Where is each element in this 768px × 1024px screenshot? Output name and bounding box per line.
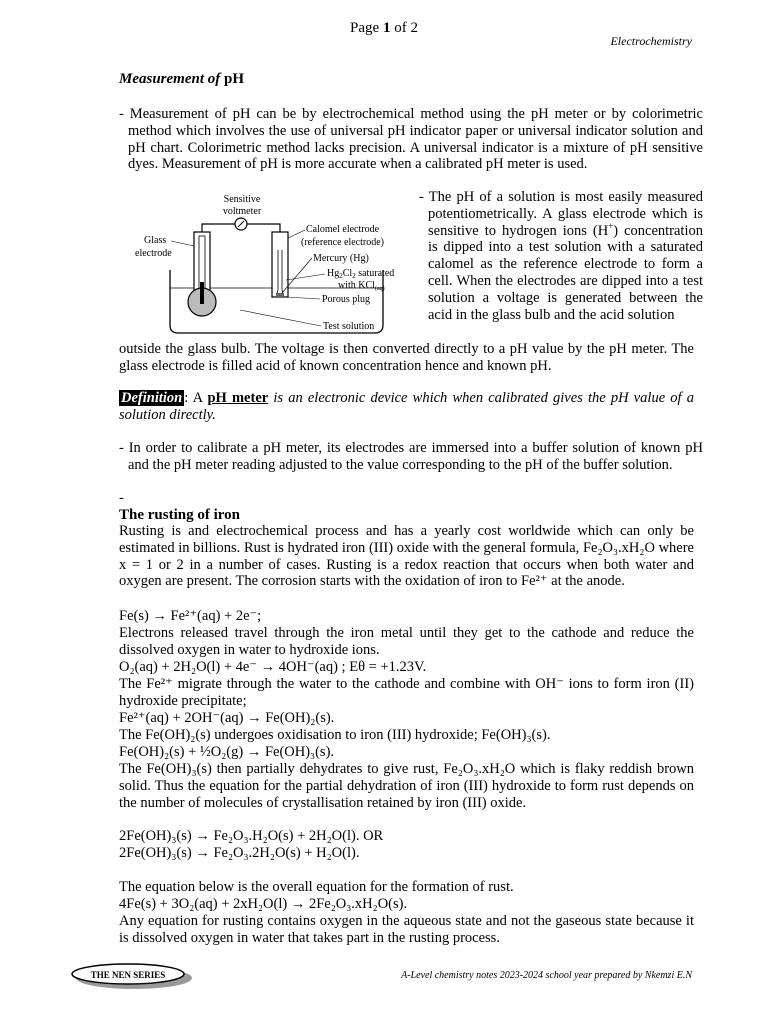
paragraph-potentiometric-cont: outside the glass bulb. The voltage is then converted directly to a pH value by the pH meter. The glass electrode is filled acid of known concentration hence and known pH. [119,341,694,374]
paragraph-oxidisation: The Fe(OH)₂(s) undergoes oxidisation to iron (III) hydroxide; Fe(OH)₃(s). [119,727,551,743]
paragraph-calibration: - In order to calibrate a pH meter, its electrodes are immersed into a buffer solution of known pH and the pH meter reading adjusted to the value corresponding to the pH of the buffer solution. [119,440,703,473]
label-calomel-1: Calomel electrode [306,224,380,235]
equation-rust-1: 2Fe(OH)₃(s) → Fe₂O₃.H₂O(s) + 2H₂O(l). OR [119,828,384,844]
label-calomel-2: (reference electrode) [301,237,384,248]
equation-rust-2: 2Fe(OH)₃(s) → Fe₂O₃.2H₂O(s) + H₂O(l). [119,845,360,861]
nen-series-logo [70,962,195,992]
ph-meter-diagram [130,190,415,340]
equation-iron-ii-hydroxide: Fe²⁺(aq) + 2OH⁻(aq) → Fe(OH)₂(s). [119,710,335,726]
footer-credit: A-Level chemistry notes 2023-2024 school year prepared by Nkemzi E.N [401,970,692,981]
label-glass-2: electrode [135,248,172,259]
equation-overall: 4Fe(s) + 3O₂(aq) + 2xH₂O(l) → 2Fe₂O₃.xH₂O(s). [119,896,408,912]
lone-dash: - [119,490,124,506]
equation-reduction: O₂(aq) + 2H₂O(l) + 4e⁻ → 4OH⁻(aq) ; Eθ = +1.23V. [119,659,427,675]
equation-iron-iii-hydroxide: Fe(OH)₂(s) + ½O₂(g) → Fe(OH)₃(s). [119,744,335,760]
paragraph-potentiometric: - The pH of a solution is most easily measured potentiometrically. A glass electrode which is sensitive to hydrogen ions (H+) concentration is dipped into a test solution with a saturated calomel as the reference electrode to form a cell. When the electrodes are dipped into a test solution a voltage is generated between the acid in the glass bulb and the acid solution [419,189,703,323]
paragraph-migration: The Fe²⁺ migrate through the water to the cathode and combine with OH⁻ ions to form iron (II) hydroxide precipitate; [119,676,694,709]
topic-label: Electrochemistry [610,34,692,48]
paragraph-dehydration: The Fe(OH)₃(s) then partially dehydrates to give rust, Fe₂O₃.xH₂O which is flaky reddish brown solid. Thus the equation for the partial dehydration of iron (III) hydroxide to form rust depends on the number of molecules of crystallisation retained by iron (III) oxide. [119,761,694,811]
label-kcl: with KCl$_{(aq)}$ [338,280,385,292]
definition-ph-meter: Definition : A pH meter is an electronic device which when calibrated gives the pH value of a solution directly. [119,390,694,423]
equation-oxidation: Fe(s) → Fe²⁺(aq) + 2e⁻; [119,608,262,624]
label-glass-1: Glass [144,235,167,246]
paragraph-rust-intro: Rusting is and electrochemical process and has a yearly cost worldwide which can only be estimated in billions. Rust is hydrated iron (III) oxide with the general formula, Fe₂O₃.xH₂O where x = 1 or 2 in a number of cases. Rusting is a redox reaction that occurs when both water and oxygen are present. The corrosion starts with the oxidation of iron to Fe²⁺ at the anode. [119,523,694,590]
paragraph-ph-methods: - Measurement of pH can be by electrochemical method using the pH meter or by colorimetric method which involves the use of universal pH indicator paper or universal indicator solution and pH chart. Colorimetric method lacks precision. A universal indicator is a mixture of pH sensitive dyes. Measurement of pH is more accurate when a calibrated pH meter is used. [119,106,703,173]
paragraph-overall: The equation below is the overall equation for the formation of rust. [119,879,514,895]
label-mercury: Mercury (Hg) [313,253,369,264]
label-test-solution: Test solution [323,321,375,332]
label-hg2cl2: $Hg_2Cl_2$ saturated [327,268,395,280]
paragraph-dissolved-oxygen: Any equation for rusting contains oxygen in the aqueous state and not the gaseous state because it is dissolved oxygen in water that takes part in the rusting process. [119,913,694,946]
series-label: THE NEN SERIES [90,970,166,980]
paragraph-electrons: Electrons released travel through the iron metal until they get to the cathode and reduce the dissolved oxygen in water to hydroxide ions. [119,625,694,658]
page-indicator: Page 1 of 2 [350,20,418,36]
label-porous: Porous plug [322,294,371,305]
label-voltmeter-2: voltmeter [222,206,262,217]
section-title-rusting: The rusting of iron [119,507,240,523]
section-title-ph: Measurement of pH [119,71,245,87]
label-voltmeter-1: Sensitive [223,194,261,205]
